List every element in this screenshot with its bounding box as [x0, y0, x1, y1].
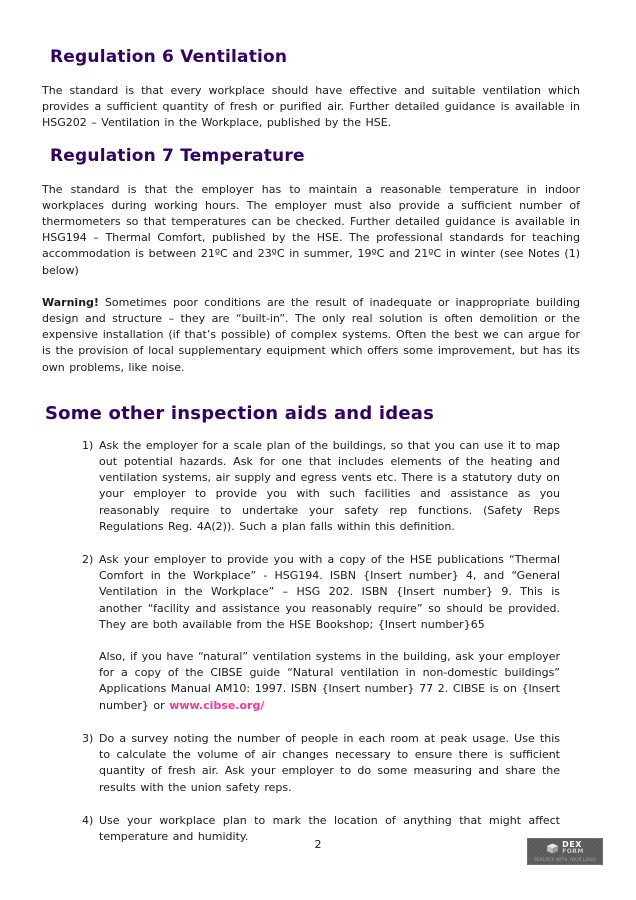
list-item-1-text: Ask the employer for a scale plan of the buildings, so that you can use it to map out potential hazards. Ask for one that includes elements of the heating and ventilation systems, air supply and egress vents etc. There is a statutory duty on your employer to provide you with such facilities and assistance as you reasonably require to undertake your safety rep functions. (Safety Reps Regulations Reg. 4A(2)). Such a plan falls within this definition. — [99, 438, 560, 533]
list-item-2-paragraph-2 — [99, 649, 560, 714]
list-item-1 — [82, 438, 560, 535]
list-item-1-number: 1) — [82, 438, 94, 452]
list-item-2-text — [99, 552, 560, 714]
dexform-logo-text — [562, 841, 584, 855]
dexform-box-icon — [546, 843, 559, 854]
list-item-2-paragraph-2-text: Also, if you have “natural” ventilation systems in the building, ask your employer for a copy of the CIBSE guide “Natural ventilation in non-domestic buildings” Applications Manual AM10: 1997. ISBN {Insert number} 77 2. CIBSE is on {Insert number} or — [99, 650, 560, 712]
list-item-3-number: 3) — [82, 731, 94, 745]
dexform-logo-caption: REPLACE WITH YOUR LOGO — [534, 857, 596, 862]
paragraph-warning — [42, 295, 580, 376]
inspection-list — [82, 438, 560, 845]
list-item-2-number: 2) — [82, 553, 94, 567]
list-item-4-number: 4) — [82, 813, 94, 827]
list-item-3-text: Do a survey noting the number of people in each room at peak usage. Use this to calculate the volume of air changes necessary to ensure there is sufficient quantity of fresh air. Ask your employer to do some measuring and share the results with the union safety reps. — [99, 731, 560, 794]
paragraph-regulation-7: The standard is that the employer has to maintain a reasonable temperature in indoor workplaces during working hours. The employer must also provide a sufficient number of thermometers so that temperatures can be checked. Further detailed guidance is available in HSG194 – Thermal Comfort, published by the HSE. The professional standards for teaching accommodation is between 21ºC and 23ºC in summer, 19ºC and 21ºC in winter (see Notes (1) below) — [42, 182, 580, 277]
list-item-4-text: Use your workplace plan to mark the location of anything that might affect temperature and humidity. — [99, 813, 560, 843]
list-item-2 — [82, 552, 560, 714]
dexform-logo-text-line2: FORM — [562, 848, 584, 855]
cibse-link[interactable]: www.cibse.org/ — [169, 698, 265, 712]
heading-regulation-7: Regulation 7 Temperature — [50, 145, 305, 166]
paragraph-regulation-6: The standard is that every workplace should have effective and suitable ventilation which provides a sufficient quantity of fresh or purified air. Further detailed guidance is available in HSG202 – Ventilation in the Workplace, published by the HSE. — [42, 84, 580, 130]
dexform-logo[interactable] — [527, 838, 603, 865]
heading-inspection-aids: Some other inspection aids and ideas — [45, 402, 434, 424]
heading-regulation-6: Regulation 6 Ventilation — [50, 47, 288, 67]
list-item-3 — [82, 731, 560, 796]
list-item-2-paragraph-1: Ask your employer to provide you with a copy of the HSE publications “Thermal Comfort in the Workplace” - HSG194. ISBN {Insert number} 4, and “General Ventilation in the Workplace” – HSG 202. ISBN {Insert number} 9. This is another “facility and assistance you reasonably require” so should be provided. They are both available from the HSE Bookshop; {Insert number}65 — [99, 553, 560, 631]
warning-label: Warning! — [42, 295, 99, 309]
dexform-logo-row — [546, 841, 584, 855]
warning-text: Sometimes poor conditions are the result of inadequate or inappropriate building design and structure – they are “built-in”. The only real solution is often demolition or the expensive installation (if that’s possible) of complex systems. Often the best we can argue for is the provision of local supplementary equipment which offers some improvement, but has its own problems, like noise. — [42, 295, 580, 374]
dexform-logo-text-line1: DEX — [562, 840, 582, 849]
page-number: 2 — [314, 838, 322, 851]
